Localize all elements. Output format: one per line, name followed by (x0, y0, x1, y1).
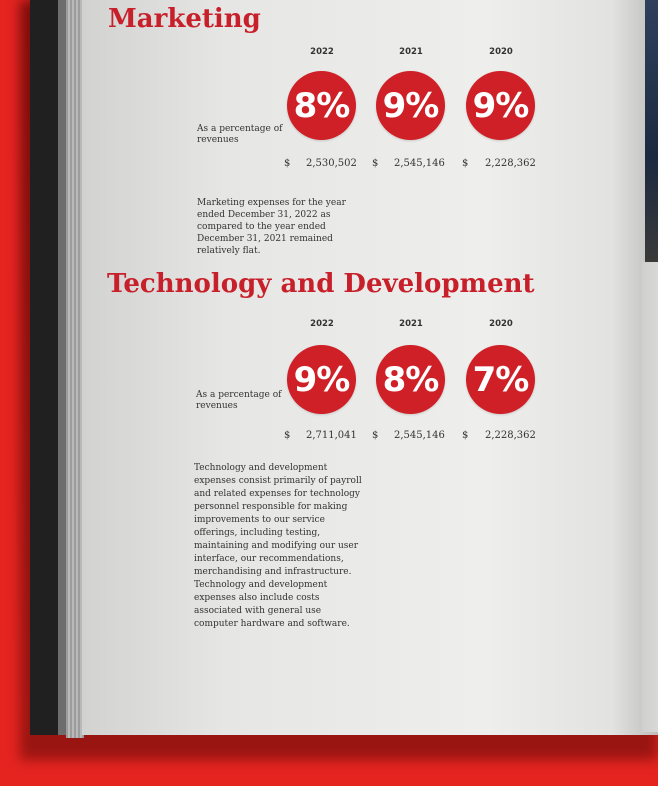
currency-symbol: $ (284, 158, 291, 169)
currency-symbol: $ (284, 430, 291, 441)
percent-circle (376, 345, 445, 414)
year-label: 2022 (310, 319, 334, 329)
percent-circle (376, 71, 445, 140)
amount-value: 2,530,502 (306, 158, 357, 169)
currency-symbol: $ (462, 430, 469, 441)
percent-circle (287, 71, 356, 140)
currency-symbol: $ (372, 430, 379, 441)
currency-symbol: $ (462, 158, 469, 169)
amount-value: 2,711,041 (306, 430, 357, 441)
next-page (642, 262, 658, 732)
book-spine (30, 0, 58, 735)
currency-symbol: $ (372, 158, 379, 169)
section-title: Marketing (108, 4, 261, 34)
year-label: 2022 (310, 47, 334, 57)
percentage-label: As a percentage of revenues (196, 390, 282, 411)
percent-circle (466, 71, 535, 140)
year-label: 2020 (489, 319, 513, 329)
percentage-label: As a percentage of revenues (197, 124, 283, 145)
amount-value: 2,545,146 (394, 158, 445, 169)
percent-value: 9% (472, 85, 529, 126)
percent-value: 8% (382, 359, 439, 400)
section-title: Technology and Development (107, 269, 535, 299)
year-label: 2021 (399, 47, 423, 57)
book-page (82, 0, 658, 735)
percent-circle (287, 345, 356, 414)
amount-value: 2,545,146 (394, 430, 445, 441)
percent-circle (466, 345, 535, 414)
percent-value: 9% (382, 85, 439, 126)
amount-value: 2,228,362 (485, 430, 536, 441)
section-body: Technology and development expenses consist primarily of payroll and related expenses for technology personnel responsible for making improvements to our service offerings, including testing, maintaining and modifying our user interface, our recommendations, merchandising and infrastructure. Technology and development expenses also include costs associated with general use computer hardware and software. (194, 463, 362, 629)
next-page-photo (645, 0, 658, 262)
year-label: 2021 (399, 319, 423, 329)
year-label: 2020 (489, 47, 513, 57)
amount-value: 2,228,362 (485, 158, 536, 169)
percent-value: 7% (472, 359, 529, 400)
percent-value: 8% (293, 85, 350, 126)
percent-value: 9% (293, 359, 350, 400)
section-body: Marketing expenses for the year ended December 31, 2022 as compared to the year ended December 31, 2021 remained relatively flat. (197, 198, 346, 256)
